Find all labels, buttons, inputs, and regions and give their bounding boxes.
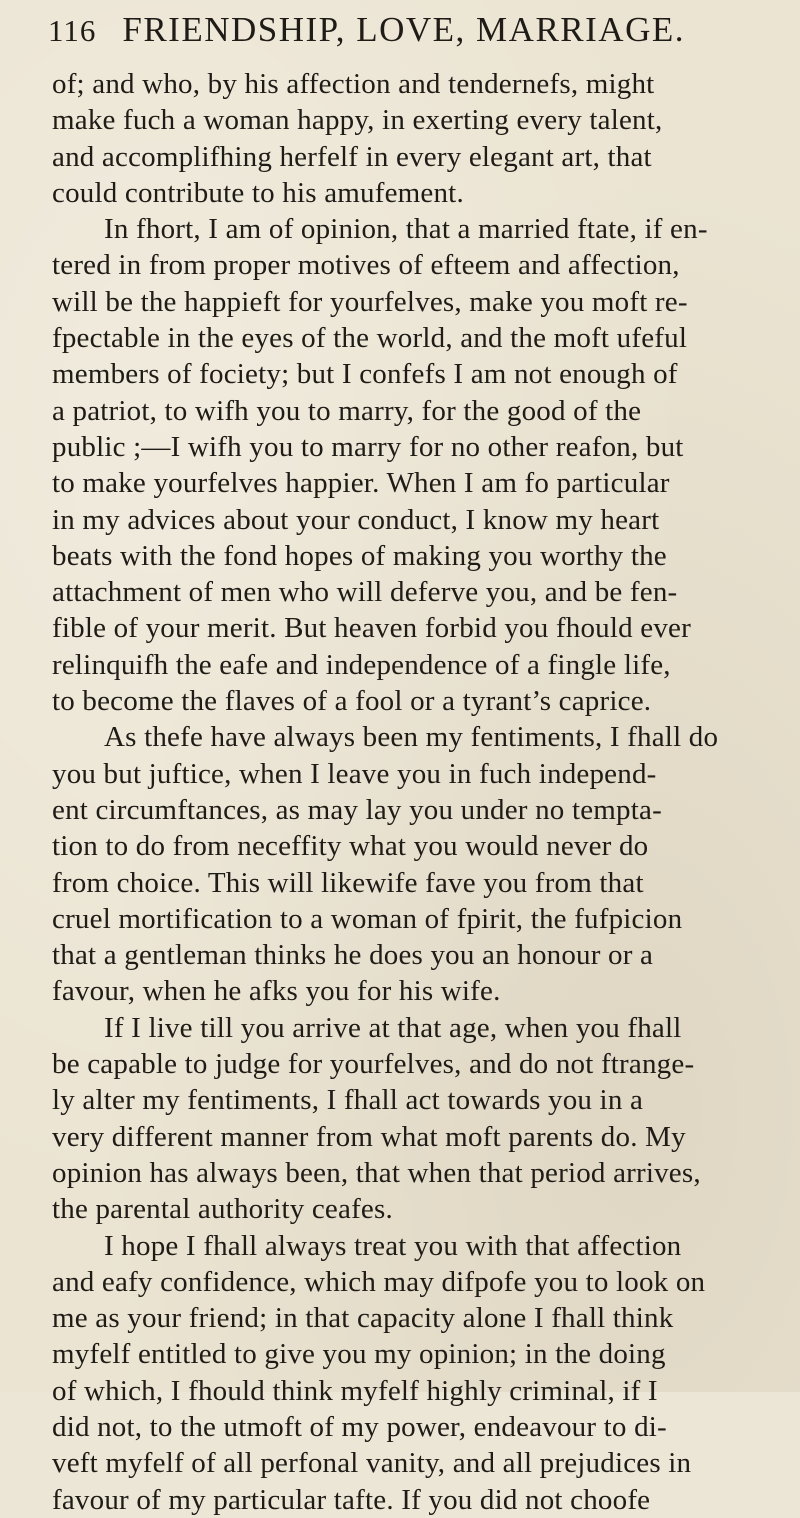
page-number: 116 [48,13,97,48]
text-line: make fuch a woman happy, in exerting every talent, [52,104,663,137]
text-line: In fhort, I am of opinion, that a married ftate, if en- [104,213,708,246]
text-line: If I live till you arrive at that age, when you fhall [104,1011,682,1044]
text-line: fpectable in the eyes of the world, and the moft ufeful [52,322,688,355]
text-line: favour, when he afks you for his wife. [52,975,501,1008]
text-line: the parental authority ceafes. [52,1193,393,1226]
text-line: did not, to the utmoft of my power, endeavour to di- [52,1410,667,1443]
text-line: and accomplifhing herfelf in every elegant art, that [52,140,652,173]
text-line: ent circumftances, as may lay you under no tempta- [52,793,662,826]
text-line: and eafy confidence, which may difpofe you to look on [52,1265,706,1298]
text-line: relinquifh the eafe and independence of a fingle life, [52,648,671,681]
text-line: I hope I fhall always treat you with that affection [104,1229,682,1262]
text-line: opinion has always been, that when that period arrives, [52,1156,701,1189]
text-line: beats with the fond hopes of making you worthy the [52,539,667,572]
text-line: tered in from proper motives of efteem and affection, [52,249,680,282]
text-line: As thefe have always been my fentiments, I fhall do [104,721,719,754]
text-line: will be the happieft for yourfelves, make you moft re- [52,285,688,318]
text-line: fible of your merit. But heaven forbid you fhould ever [52,612,691,645]
text-line: to become the flaves of a fool or a tyrant’s caprice. [52,685,652,718]
text-line: to make yourfelves happier. When I am fo particular [52,467,670,500]
text-line: ly alter my fentiments, I fhall act towards you in a [52,1084,644,1117]
text-line: that a gentleman thinks he does you an honour or a [52,939,654,972]
page-header [48,10,768,58]
text-line: favour of my particular tafte. If you did not choofe [52,1483,651,1516]
text-line: members of fociety; but I confefs I am not enough of [52,358,678,391]
text-line: be capable to judge for yourfelves, and do not ftrange- [52,1048,695,1081]
running-head: FRIENDSHIP, LOVE, MARRIAGE. [122,10,685,49]
text-line: tion to do from neceffity what you would never do [52,830,649,863]
text-line: attachment of men who will deferve you, and be fen- [52,576,678,609]
text-line: public ;—I wifh you to marry for no other reafon, but [52,430,684,463]
text-line: you but juftice, when I leave you in fuch independ- [52,757,657,790]
text-line: in my advices about your conduct, I know my heart [52,503,660,536]
text-line: very different manner from what moft parents do. My [52,1120,686,1153]
text-line: myfelf entitled to give you my opinion; in the doing [52,1338,666,1371]
text-line: cruel mortification to a woman of fpirit, the fufpicion [52,902,683,935]
text-line: from choice. This will likewife fave you from that [52,866,644,899]
text-line: of; and who, by his affection and tendernefs, might [52,68,655,100]
text-line: could contribute to his amufement. [52,176,464,209]
text-line: a patriot, to wifh you to marry, for the good of the [52,394,642,427]
text-line: of which, I fhould think myfelf highly criminal, if I [52,1374,658,1407]
text-line: me as your friend; in that capacity alone I fhall think [52,1302,674,1335]
text-line: veft myfelf of all perfonal vanity, and all prejudices in [52,1447,692,1480]
body-text [52,66,782,1518]
